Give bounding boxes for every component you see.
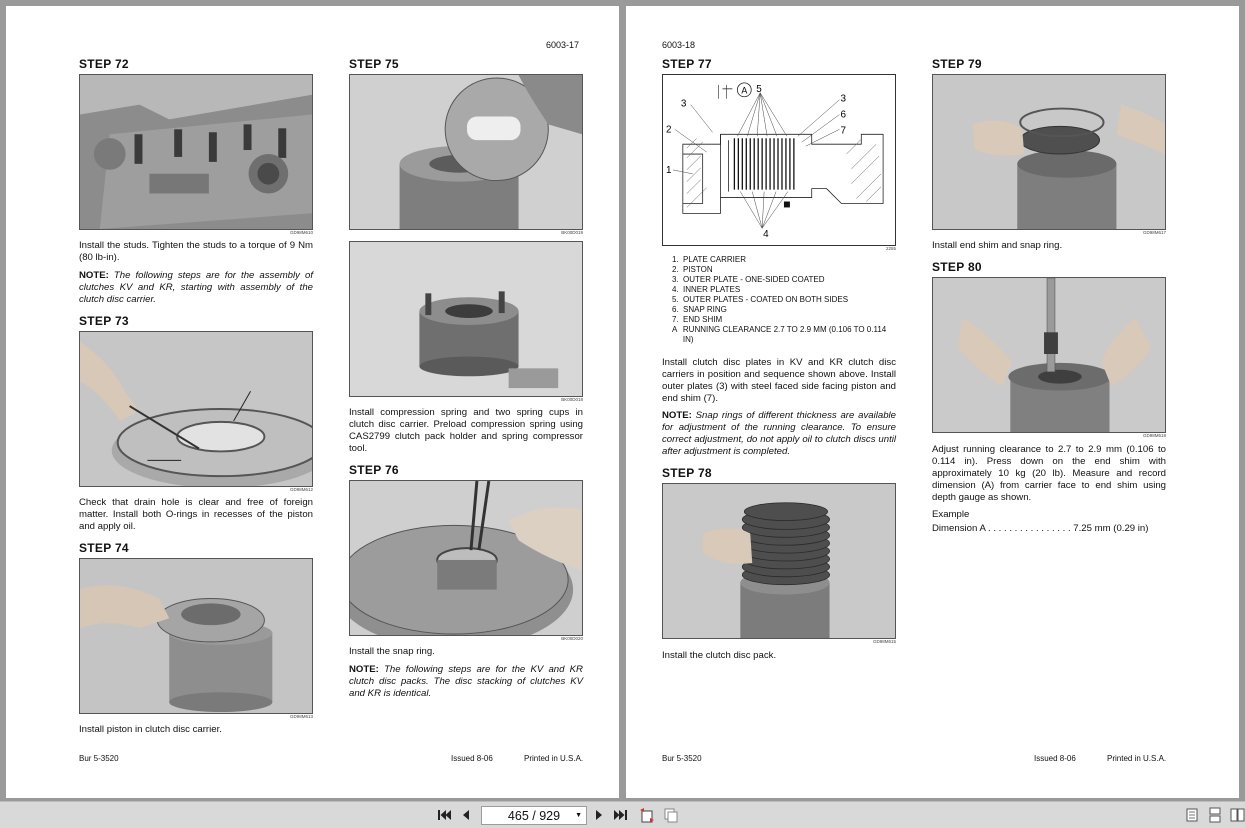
viewer-toolbar: [0, 801, 1245, 828]
diagram-label-a: A: [741, 85, 748, 96]
photo-caption: GD98M617: [1142, 230, 1166, 235]
diagram-label-4: 4: [763, 229, 769, 241]
dimension-a-value: Dimension A . . . . . . . . . . . . . . . . 7.25 mm (0.29 in): [932, 523, 1149, 534]
step-78-text: Install the clutch disc pack.: [662, 650, 777, 661]
photo-clutch-disc-pack: [662, 483, 896, 639]
photo-caption: BK00D020: [561, 636, 583, 641]
single-page-view-icon[interactable]: [1185, 806, 1199, 824]
diagram-label-1: 1: [665, 164, 672, 176]
step-73-text: Check that drain hole is clear and free of foreign matter. Install both O-rings in recesses of the piston and apply oil.: [79, 497, 313, 532]
note-text: The following steps are for the assembly of clutches KV and KR, starting with assembly of the clutch disc carrier.: [79, 270, 313, 305]
first-page-icon[interactable]: [436, 806, 452, 824]
note-label: NOTE:: [79, 270, 109, 281]
step-76-note: [349, 664, 583, 700]
diagram-label-3-right: 3: [840, 93, 846, 105]
photo-caption: GD98M618: [1142, 433, 1166, 438]
continuous-view-icon[interactable]: [1208, 806, 1222, 824]
step-title: STEP 79: [932, 57, 982, 71]
legend-item: 4. INNER PLATES: [672, 285, 741, 294]
step-title: STEP 72: [79, 57, 129, 71]
page-indicator: 465 / 929: [507, 808, 561, 823]
step-79-text: Install end shim and snap ring.: [932, 240, 1063, 251]
diagram-label-2: 2: [665, 124, 672, 136]
example-label: Example: [932, 509, 970, 520]
step-title: STEP 80: [932, 260, 982, 274]
legend-item: 2. PISTON: [672, 265, 713, 274]
chevron-down-icon: ▼: [575, 812, 582, 819]
document-page-right: [626, 6, 1239, 798]
fit-width-icon[interactable]: [662, 806, 680, 824]
legend-item: 5. OUTER PLATES - COATED ON BOTH SIDES: [672, 295, 849, 304]
photo-spring-compressor: [349, 241, 583, 397]
legend-item: 1. PLATE CARRIER: [672, 255, 746, 264]
step-title: STEP 74: [79, 541, 129, 555]
photo-caption: GD98M612: [289, 487, 313, 492]
step-title: STEP 76: [349, 463, 399, 477]
note-label: NOTE:: [662, 410, 692, 421]
prev-page-icon[interactable]: [459, 806, 473, 824]
photo-depth-gauge: [932, 277, 1166, 433]
step-title: STEP 75: [349, 57, 399, 71]
diagram-label-6: 6: [840, 109, 846, 121]
step-76-text: Install the snap ring.: [349, 646, 435, 657]
legend-item: 3. OUTER PLATE - ONE-SIDED COATED: [672, 275, 825, 284]
note-text: The following steps are for the KV and KR clutch disc packs. The disc stacking of clutches KV and KR is identical.: [349, 664, 583, 699]
footer-doc: Bur 5-3520: [79, 754, 119, 763]
photo-end-shim-snap-ring: [932, 74, 1166, 230]
document-page-left: [6, 6, 619, 798]
step-72-note: [79, 270, 313, 306]
step-75-text: Install compression spring and two spring cups in clutch disc carrier. Preload compression spring using CAS2799 clutch pack holder and spring compressor tool.: [349, 407, 583, 454]
diagram-label-5: 5: [756, 83, 762, 95]
diagram-caption: 2255: [885, 246, 896, 251]
diagram-label-7: 7: [840, 125, 846, 137]
step-77-text: Install clutch disc plates in KV and KR clutch disc carriers in position and sequence shown above. Install outer plates (3) with steel faced side facing piston and end shim (7).: [662, 357, 896, 404]
photo-piston-in-carrier: [79, 558, 313, 714]
legend-item: 7. END SHIM: [672, 315, 723, 324]
page-number: 6003-18: [662, 40, 696, 50]
legend-item: 6. SNAP RING: [672, 305, 727, 314]
photo-valve-body-studs: [79, 74, 313, 230]
note-label: NOTE:: [349, 664, 379, 675]
footer-printed: Printed in U.S.A.: [524, 754, 584, 763]
fit-page-icon[interactable]: [638, 806, 656, 824]
next-page-icon[interactable]: [592, 806, 606, 824]
step-title: STEP 73: [79, 314, 129, 328]
step-77-note: [662, 410, 896, 458]
diagram-legend: [672, 255, 897, 345]
step-74-text: Install piston in clutch disc carrier.: [79, 724, 222, 735]
footer-printed: Printed in U.S.A.: [1107, 754, 1167, 763]
legend-item: A RUNNING CLEARANCE 2.7 TO 2.9 MM (0.106 TO 0.114 IN): [672, 325, 887, 344]
photo-piston-orings: [79, 331, 313, 487]
photo-caption: BK00D019: [561, 230, 583, 235]
two-page-view-icon[interactable]: [1229, 806, 1245, 824]
page-number-select[interactable]: [481, 806, 587, 825]
photo-caption: GD98M613: [289, 714, 313, 719]
step-72-text: Install the studs. Tighten the studs to a torque of 9 Nm (80 lb-in).: [79, 240, 313, 263]
photo-caption: BK00D018: [561, 397, 583, 402]
step-80-text: Adjust running clearance to 2.7 to 2.9 mm (0.106 to 0.114 in). Press down on the end shim with approximately 10 kg (20 lb). Measure and record dimension (A) from carrier face to end shim using depth gauge as shown.: [932, 444, 1166, 503]
diagram-label-3-left: 3: [680, 98, 687, 110]
footer-doc: Bur 5-3520: [662, 754, 702, 763]
photo-spring-cups: [349, 74, 583, 230]
step-title: STEP 77: [662, 57, 712, 71]
footer-issued: Issued 8-06: [451, 754, 493, 763]
note-text: Snap rings of different thickness are available for adjustment of the running clearance. To ensure correct adjustment, do not apply oil to clutch discs until after adjustment is completed.: [662, 410, 896, 457]
clutch-pack-diagram: [662, 74, 896, 246]
footer-issued: Issued 8-06: [1034, 754, 1076, 763]
last-page-icon[interactable]: [613, 806, 629, 824]
photo-caption: GD98M615: [872, 639, 896, 644]
photo-snap-ring: [349, 480, 583, 636]
photo-caption: GD98M610: [289, 230, 313, 235]
page-number: 6003-17: [546, 40, 580, 50]
step-title: STEP 78: [662, 466, 712, 480]
